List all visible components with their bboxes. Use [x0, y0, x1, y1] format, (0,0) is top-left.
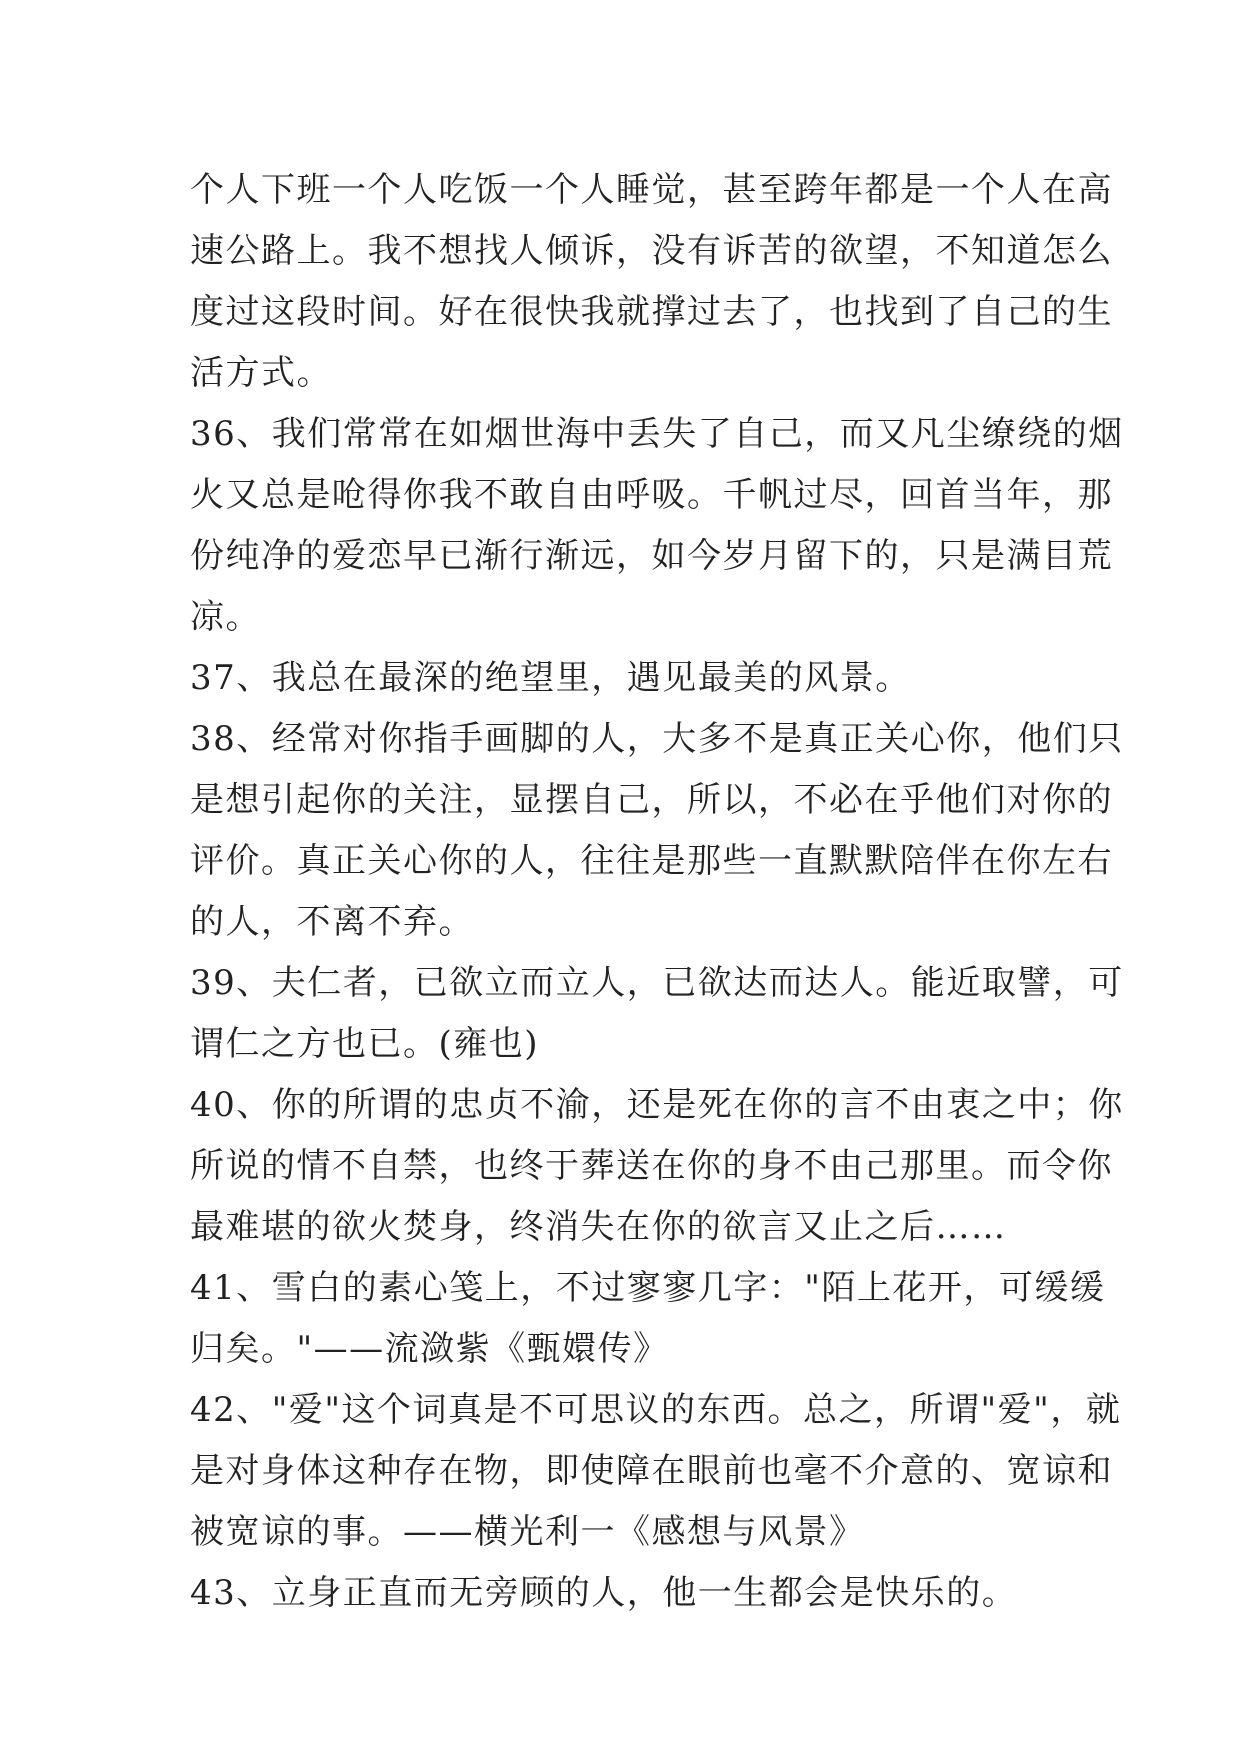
text-line: 的人，不离不弃。 — [190, 902, 474, 942]
text-line: 40、你的所谓的忠贞不渝，还是死在你的言不由衷之中；你 — [190, 1085, 1124, 1125]
text-line: 是想引起你的关注，显摆自己，所以，不必在乎他们对你的 — [190, 780, 1113, 820]
text-line: 43、立身正直而无旁顾的人，他一生都会是快乐的。 — [190, 1573, 1018, 1613]
text-line: 所说的情不自禁，也终于葬送在你的身不由己那里。而令你 — [190, 1146, 1113, 1186]
text-line: 份纯净的爱恋早已渐行渐远，如今岁月留下的，只是满目荒 — [190, 536, 1113, 576]
text-line: 36、我们常常在如烟世海中丢失了自己，而又凡尘缭绕的烟 — [190, 414, 1124, 454]
text-line: 42、"爱"这个词真是不可思议的东西。总之，所谓"爱"，就 — [190, 1390, 1122, 1430]
text-line: 凉。 — [190, 597, 261, 637]
body-text — [190, 160, 1124, 1624]
text-line: 38、经常对你指手画脚的人，大多不是真正关心你，他们只 — [190, 719, 1124, 759]
text-line: 是对身体这种存在物，即使障在眼前也毫不介意的、宽谅和 — [190, 1451, 1113, 1491]
text-line: 谓仁之方也已。(雍也) — [190, 1024, 540, 1064]
text-line: 归矣。"——流潋紫《甄嬛传》 — [190, 1329, 669, 1369]
text-line: 火又总是呛得你我不敢自由呼吸。千帆过尽，回首当年，那 — [190, 475, 1113, 515]
text-line: 41、雪白的素心笺上，不过寥寥几字："陌上花开，可缓缓 — [190, 1268, 1106, 1308]
text-line: 速公路上。我不想找人倾诉，没有诉苦的欲望，不知道怎么 — [190, 231, 1113, 271]
text-line: 评价。真正关心你的人，往往是那些一直默默陪伴在你左右 — [190, 841, 1113, 881]
text-line: 个人下班一个人吃饭一个人睡觉，甚至跨年都是一个人在高 — [190, 170, 1113, 210]
text-line: 最难堪的欲火焚身，终消失在你的欲言又止之后…… — [190, 1207, 1007, 1247]
text-line: 被宽谅的事。——横光利一《感想与风景》 — [190, 1512, 865, 1552]
text-line: 度过这段时间。好在很快我就撑过去了，也找到了自己的生 — [190, 292, 1113, 332]
text-line: 活方式。 — [190, 353, 332, 393]
text-line: 37、我总在最深的绝望里，遇见最美的风景。 — [190, 658, 911, 698]
text-line: 39、夫仁者，已欲立而立人，已欲达而达人。能近取譬，可 — [190, 963, 1124, 1003]
